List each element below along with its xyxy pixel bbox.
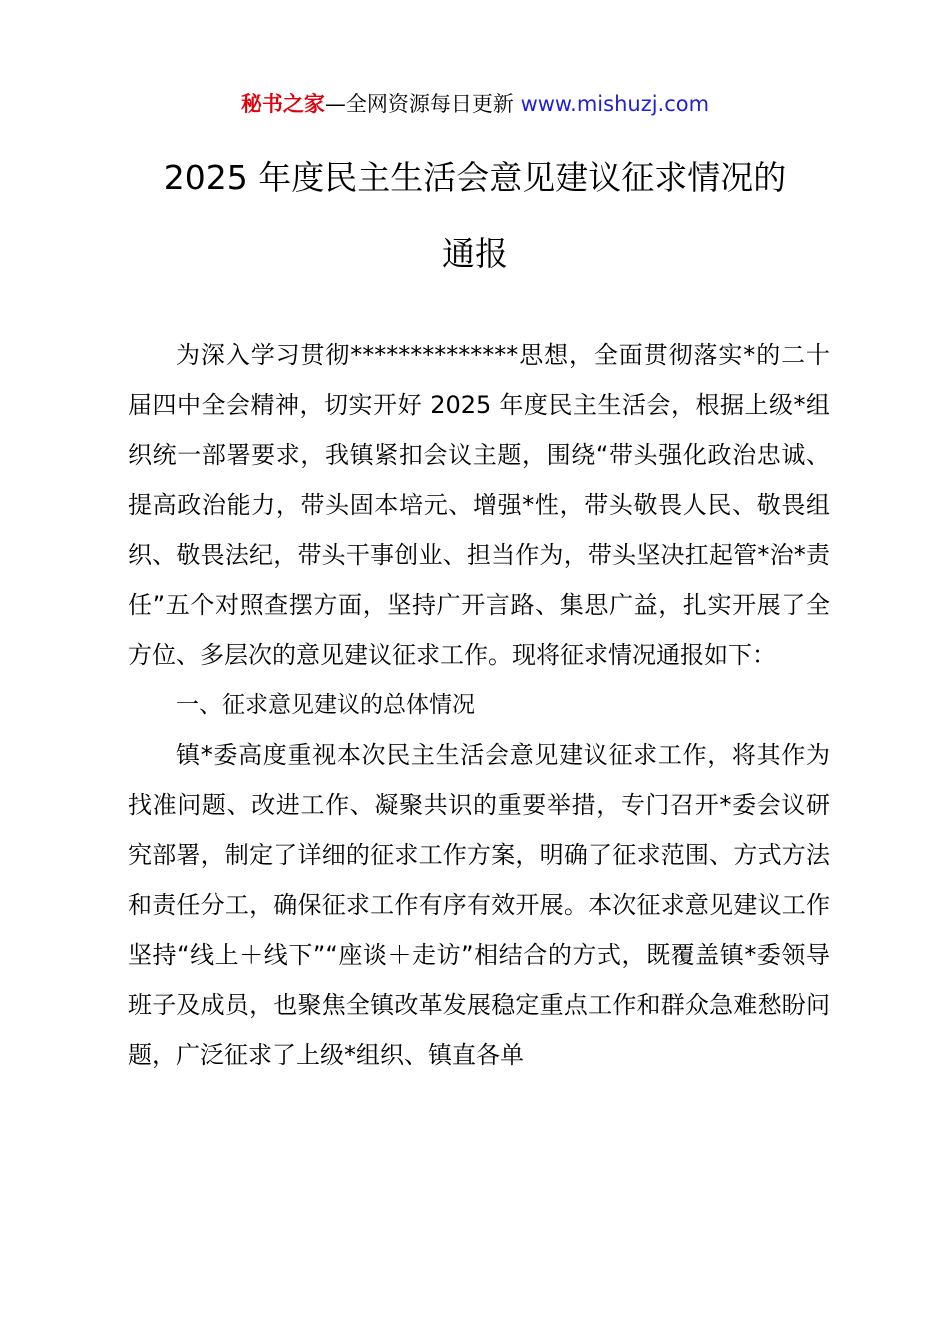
intro-paragraph: 为深入学习贯彻**************思想，全面贯彻落实*的二十届四中全会精神，切实开好 2025 年度民主生活会，根据上级*组织统一部署要求，我镇紧扣会议主题，围绕“带头强化政治忠诚、提高政治能力，带头固本培元、增强*性，带头敬畏人民、敬畏组织、敬畏法纪，带头干事创业、担当作为，带头坚决扛起管*治*责任”五个对照查摆方面，坚持广开言路、集思广益，扎实开展了全方位、多层次的意见建议征求工作。现将征求情况通报如下：: [128, 341, 830, 669]
site-header: [0, 88, 950, 120]
document-body: [128, 330, 830, 1080]
section-heading: 一、征求意见建议的总体情况: [176, 692, 475, 718]
site-url-link[interactable]: www.mishuzj.com: [520, 92, 710, 116]
brand-name: 秘书之家: [240, 92, 325, 116]
title-line-1: 2025 年度民主生活会意见建议征求情况的: [163, 158, 787, 197]
document-title: [130, 152, 820, 280]
section-paragraph: 镇*委高度重视本次民主生活会意见建议征求工作，将其作为找准问题、改进工作、凝聚共识的重要举措，专门召开*委会议研究部署，制定了详细的征求工作方案，明确了征求范围、方式方法和责任分工，确保征求工作有序有效开展。本次征求意见建议工作坚持“线上＋线下”“座谈＋走访”相结合的方式，既覆盖镇*委领导班子及成员，也聚焦全镇改革发展稳定重点工作和群众急难愁盼问题，广泛征求了上级*组织、镇直各单: [128, 741, 830, 1069]
title-line-2: 通报: [442, 234, 508, 273]
header-tagline: —全网资源每日更新: [324, 92, 514, 116]
